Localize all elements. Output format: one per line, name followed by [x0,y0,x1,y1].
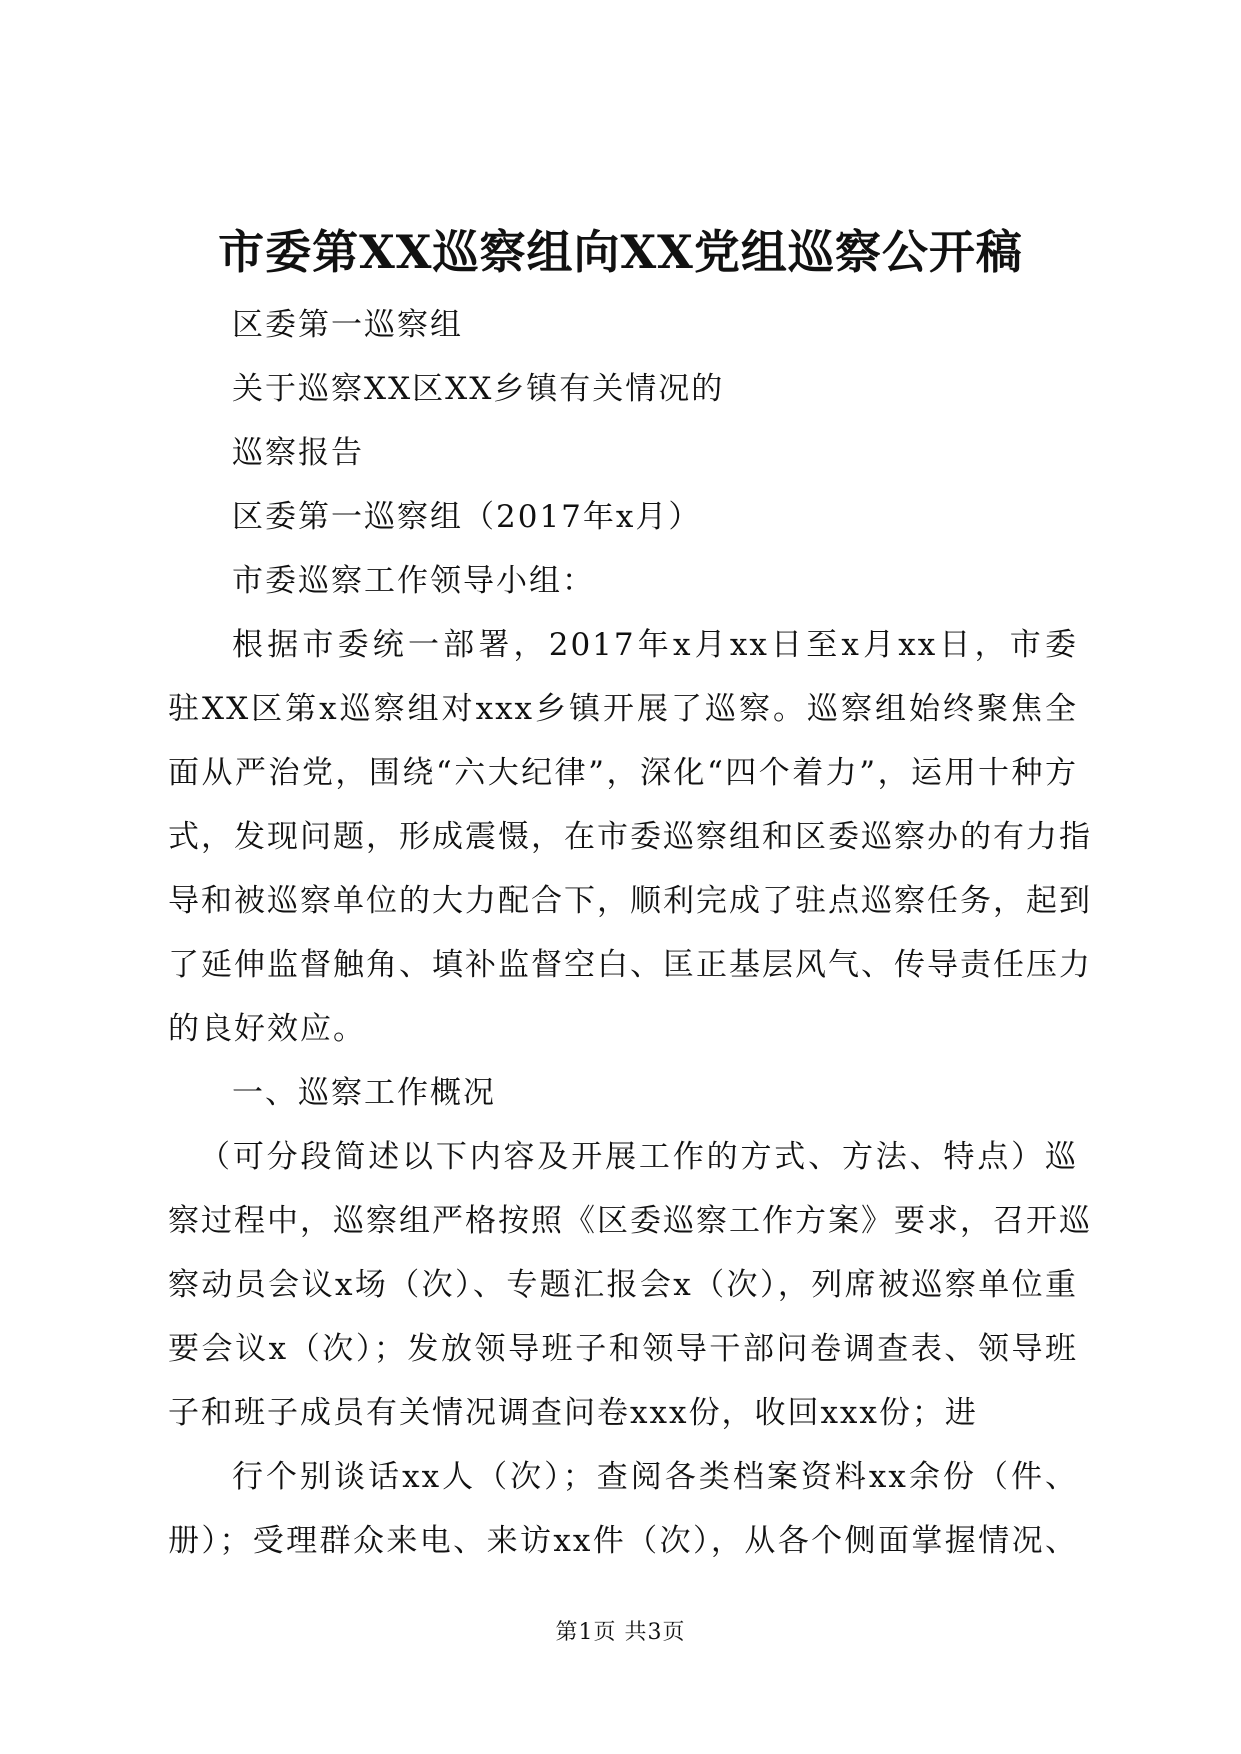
paragraph-line: 察过程中，巡察组严格按照《区委巡察工作方案》要求，召开巡 [168,1203,1092,1239]
paragraph-line: 式，发现问题，形成震慑，在市委巡察组和区委巡察办的有力指 [168,819,1092,855]
header-line-report: 巡察报告 [232,435,364,471]
header-line-addressee: 市委巡察工作领导小组： [232,563,595,599]
paragraph-line: 的良好效应。 [168,1011,366,1047]
paragraph-line: 驻XX区第x巡察组对xxx乡镇开展了巡察。巡察组始终聚焦全 [168,691,1078,727]
paragraph-line: 册）；受理群众来电、来访xx件（次），从各个侧面掌握情况、 [168,1523,1078,1559]
paragraph-line: 要会议x（次）；发放领导班子和领导干部问卷调查表、领导班 [168,1331,1078,1367]
page-footer: 第1页 共3页 [555,1620,686,1645]
paragraph-line: 面从严治党，围绕“六大纪律”，深化“四个着力”，运用十种方 [168,755,1078,791]
paragraph-line: 察动员会议x场（次）、专题汇报会x（次），列席被巡察单位重 [168,1267,1078,1303]
document-body [168,293,1092,1573]
paragraph-work-continued [168,1445,1078,1573]
header-line-date: 区委第一巡察组（2017年x月） [232,499,702,535]
section-heading: 一、巡察工作概况 [232,1075,496,1111]
paragraph-line: 行个别谈话xx人（次）；查阅各类档案资料xx余份（件、 [232,1459,1078,1495]
paragraph-overview-intro [168,613,1092,1061]
paragraph-line: 子和班子成员有关情况调查问卷xxx份，收回xxx份；进 [168,1395,978,1431]
paragraph-line: （可分段简述以下内容及开展工作的方式、方法、特点）巡 [199,1139,1078,1175]
paragraph-work-overview [168,1125,1092,1445]
paragraph-line: 根据市委统一部署，2017年x月xx日至x月xx日，市委 [232,627,1078,663]
paragraph-line: 导和被巡察单位的大力配合下，顺利完成了驻点巡察任务，起到 [168,883,1092,919]
document-title: 市委第XX巡察组向XX党组巡察公开稿 [218,225,1023,279]
header-line-subject: 关于巡察XX区XX乡镇有关情况的 [232,371,725,407]
paragraph-line: 了延伸监督触角、填补监督空白、匡正基层风气、传导责任压力 [168,947,1092,983]
header-line-issuer: 区委第一巡察组 [232,307,463,343]
